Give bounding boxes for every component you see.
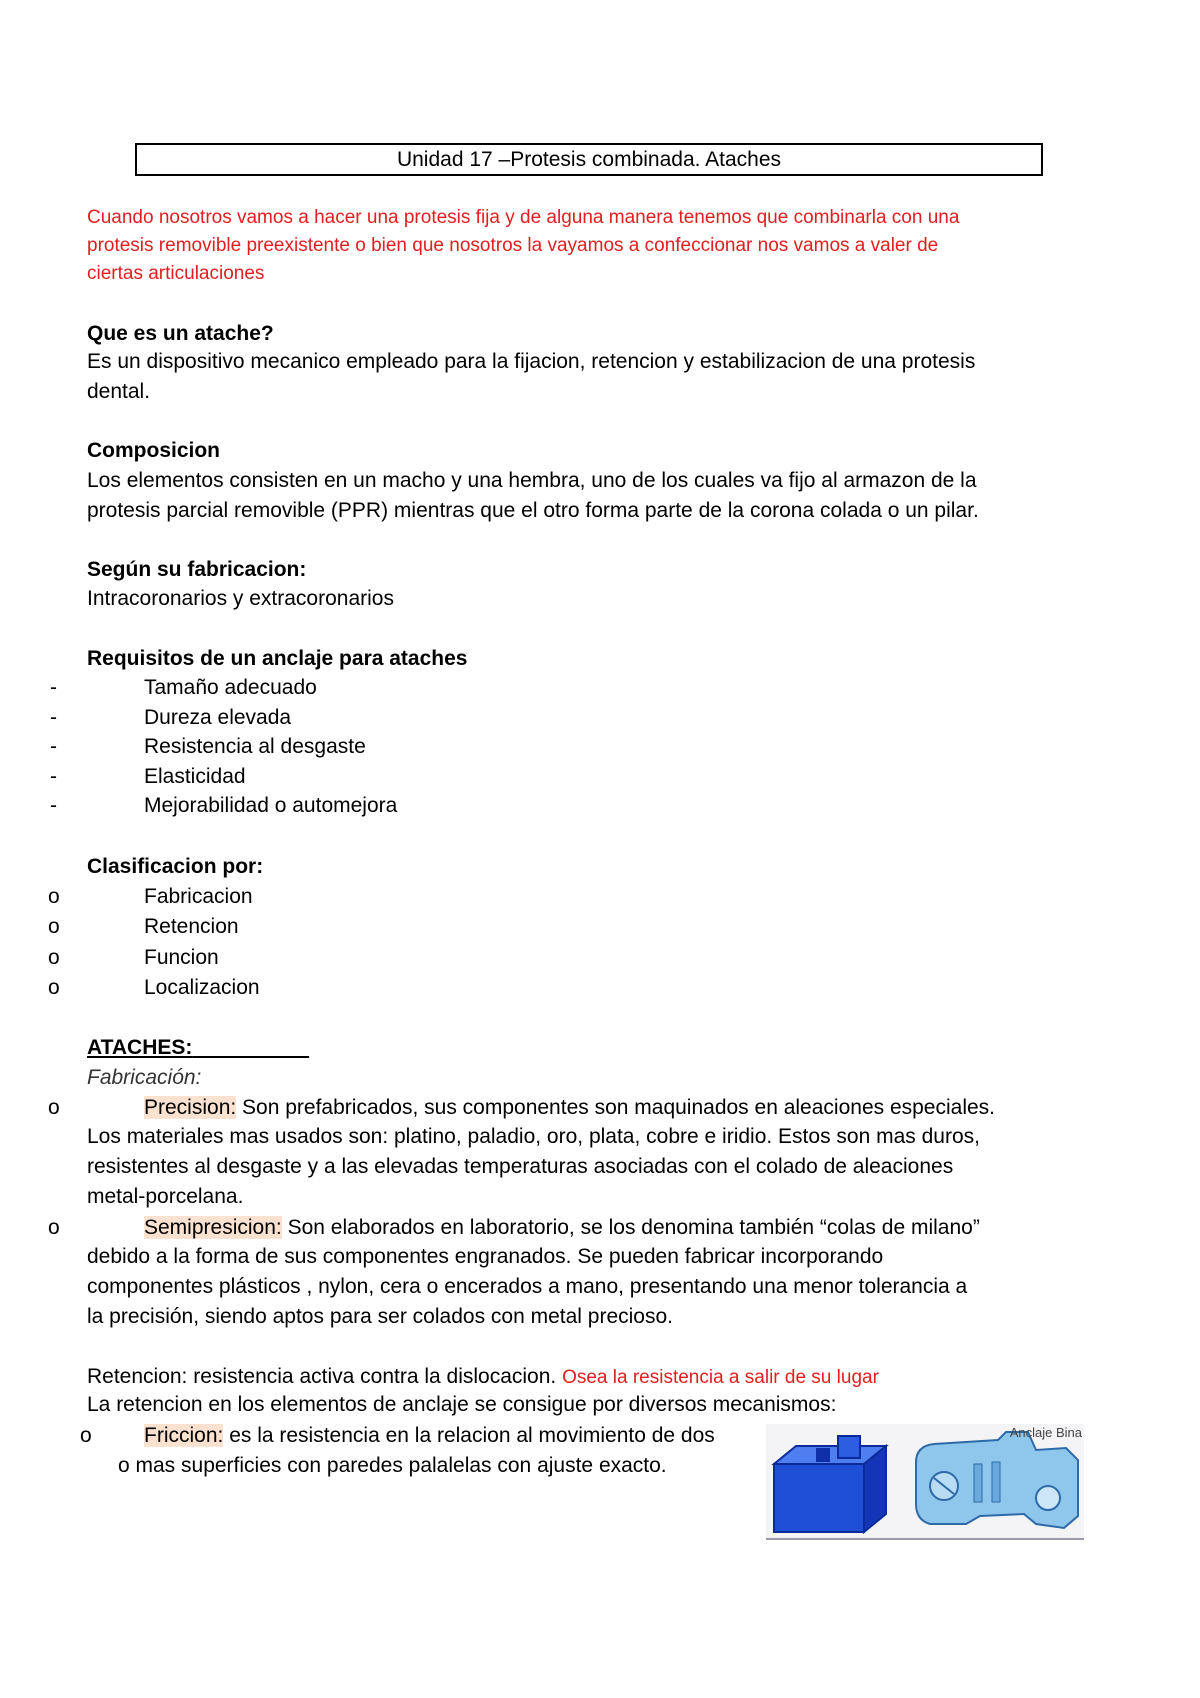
precision-line-2: Los materiales mas usados son: platino, paladio, oro, plata, cobre e iridio. Estos son mas duros, <box>87 1125 980 1148</box>
list-item: Dureza elevada <box>144 706 292 729</box>
list-bullet: - <box>50 765 57 788</box>
precision-line-3: resistentes al desgaste y a las elevadas temperaturas asociadas con el colado de aleaciones <box>87 1155 954 1178</box>
segun-line: Intracoronarios y extracoronarios <box>87 587 394 610</box>
attachment-illustration <box>766 1424 1084 1538</box>
precision-line <box>144 1096 995 1120</box>
circle-bullet: o <box>48 976 60 999</box>
attachment-figure <box>766 1424 1084 1540</box>
section-heading-composicion: Composicion <box>87 439 221 462</box>
composicion-line-2: protesis parcial removible (PPR) mientras que el otro forma parte de la corona colada o un pilar. <box>87 499 979 522</box>
intro-line-1: Cuando nosotros vamos a hacer una protesis fija y de alguna manera tenemos que combinarla con una <box>87 207 960 228</box>
ataches-subheading: Fabricación: <box>87 1066 202 1089</box>
section-heading-requisitos: Requisitos de un anclaje para ataches <box>87 647 468 670</box>
precision-line-4: metal-porcelana. <box>87 1185 244 1208</box>
section-heading-que-es: Que es un atache? <box>87 322 274 345</box>
page-title: Unidad 17 –Protesis combinada. Ataches <box>135 143 1043 176</box>
list-item: Localizacion <box>144 976 260 999</box>
retencion-line-2: La retencion en los elementos de anclaje se consigue por diversos mecanismos: <box>87 1393 837 1416</box>
section-heading-ataches: ATACHES: <box>87 1036 193 1059</box>
figure-label: Anclaje Bina <box>1009 1425 1082 1440</box>
precision-term: Precision: <box>144 1096 237 1119</box>
retencion-red-note: Osea la resistencia a salir de su lugar <box>562 1367 879 1388</box>
retencion-line-1: Retencion: resistencia activa contra la dislocacion. Osea la resistencia a salir de su lugar <box>87 1365 879 1388</box>
section-heading-segun: Según su fabricacion: <box>87 558 307 581</box>
semiprecision-line-2: debido a la forma de sus componentes engranados. Se pueden fabricar incorporando <box>87 1245 884 1268</box>
semiprecision-line-3: componentes plásticos , nylon, cera o encerados a mano, presentando una menor tolerancia a <box>87 1275 968 1298</box>
que-es-line-2: dental. <box>87 380 151 403</box>
precision-text: Son prefabricados, sus componentes son maquinados en aleaciones especiales. <box>236 1096 996 1119</box>
list-bullet: - <box>50 676 57 699</box>
semiprecision-term: Semipresicion: <box>144 1216 282 1239</box>
circle-bullet: o <box>48 1216 60 1239</box>
list-item: Resistencia al desgaste <box>144 735 366 758</box>
list-item: Tamaño adecuado <box>144 676 317 699</box>
section-heading-clasificacion: Clasificacion por: <box>87 855 264 878</box>
list-item: Retencion <box>144 915 239 938</box>
list-item: Fabricacion <box>144 885 253 908</box>
que-es-line-1: Es un dispositivo mecanico empleado para la fijacion, retencion y estabilizacion de una protesis <box>87 350 976 373</box>
intro-line-3: ciertas articulaciones <box>87 263 265 284</box>
circle-bullet: o <box>48 915 60 938</box>
friccion-term: Friccion: <box>144 1424 224 1447</box>
list-bullet: - <box>50 706 57 729</box>
list-bullet: - <box>50 794 57 817</box>
friccion-text: es la resistencia en la relacion al movimiento de dos <box>223 1424 715 1447</box>
semiprecision-text: Son elaborados en laboratorio, se los denomina también “colas de milano” <box>281 1216 980 1239</box>
circle-bullet: o <box>80 1424 92 1447</box>
friccion-line <box>144 1424 715 1448</box>
semiprecision-line <box>144 1216 980 1240</box>
friccion-line-2: o mas superficies con paredes palalelas con ajuste exacto. <box>118 1454 667 1477</box>
circle-bullet: o <box>48 885 60 908</box>
list-bullet: - <box>50 735 57 758</box>
list-item: Mejorabilidad o automejora <box>144 794 398 817</box>
circle-bullet: o <box>48 1096 60 1119</box>
semiprecision-line-4: la precisión, siendo aptos para ser colados con metal precioso. <box>87 1305 673 1328</box>
circle-bullet: o <box>48 946 60 969</box>
intro-line-2: protesis removible preexistente o bien que nosotros la vayamos a confeccionar nos vamos a valer de <box>87 235 939 256</box>
list-item: Funcion <box>144 946 219 969</box>
composicion-line-1: Los elementos consisten en un macho y una hembra, uno de los cuales va fijo al armazon de la <box>87 469 977 492</box>
list-item: Elasticidad <box>144 765 246 788</box>
